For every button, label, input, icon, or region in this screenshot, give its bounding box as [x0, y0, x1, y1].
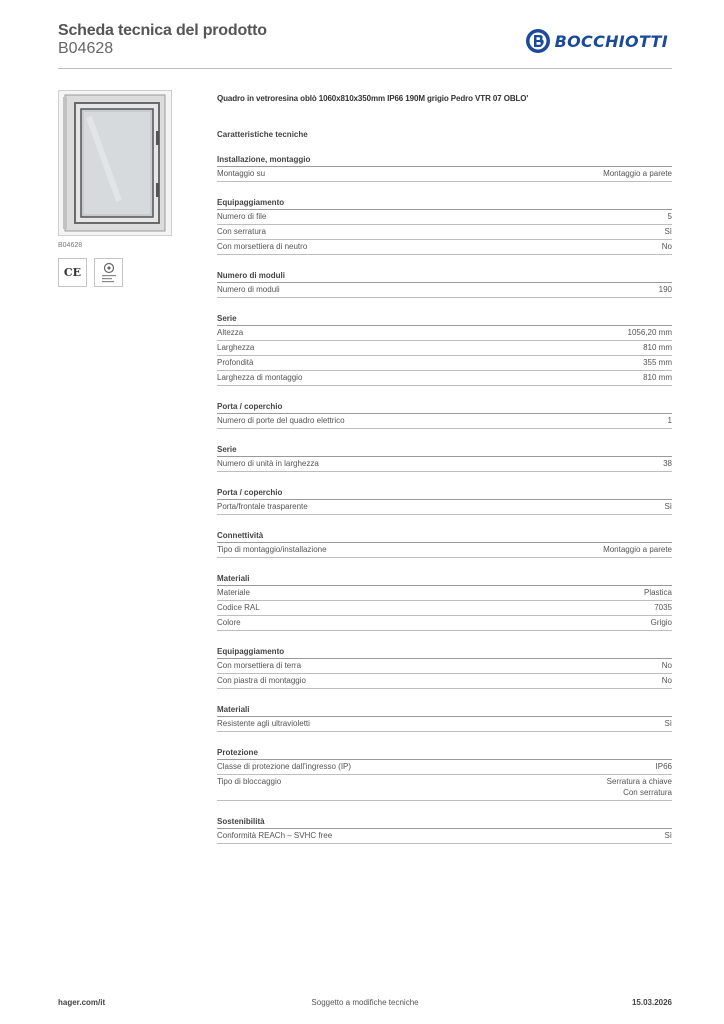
certification-row	[58, 258, 198, 287]
spec-row	[217, 225, 672, 240]
spec-group-title: Installazione, montaggio	[217, 154, 672, 167]
spec-group-title: Numero di moduli	[217, 270, 672, 283]
spec-value	[643, 357, 672, 368]
spec-row	[217, 586, 672, 601]
spec-label: Numero di moduli	[217, 285, 280, 294]
spec-row	[217, 210, 672, 225]
spec-group-title: Sostenibilità	[217, 816, 672, 829]
spec-label: Larghezza	[217, 343, 255, 352]
spec-label: Tipo di montaggio/installazione	[217, 545, 327, 554]
spec-row	[217, 601, 672, 616]
product-code: B04628	[58, 40, 114, 57]
footer-date: 15.03.2026	[631, 998, 672, 1007]
footer-website-link[interactable]: hager.com/it	[58, 998, 106, 1007]
spec-label: Tipo di bloccaggio	[217, 777, 282, 786]
spec-group	[217, 154, 672, 182]
product-name: Quadro in vetroresina oblò 1060x810x350mm IP66 190M grigio Pedro VTR 07 OBLO'	[217, 94, 529, 103]
spec-label: Numero di porte del quadro elettrico	[217, 416, 345, 425]
spec-row	[217, 616, 672, 631]
footer-notice: Soggetto a modifiche tecniche	[311, 998, 419, 1007]
spec-label: Classe di protezione dall'ingresso (IP)	[217, 762, 352, 771]
spec-row	[217, 775, 672, 801]
characteristics-title: Caratteristiche tecniche	[217, 130, 308, 139]
spec-group-title: Connettività	[217, 530, 672, 543]
spec-value-line: Montaggio a parete	[603, 169, 672, 178]
spec-value-line: Grigio	[650, 618, 672, 627]
spec-value-line: 5	[667, 212, 672, 221]
spec-label: Materiale	[217, 588, 250, 597]
spec-group-title: Equipaggiamento	[217, 646, 672, 659]
spec-value-line: 1056,20 mm	[627, 328, 672, 337]
spec-group	[217, 444, 672, 472]
spec-group	[217, 270, 672, 298]
spec-value	[656, 761, 672, 772]
spec-row	[217, 543, 672, 558]
spec-row	[217, 240, 672, 255]
spec-group-title: Materiali	[217, 704, 672, 717]
spec-value-line: Montaggio a parete	[603, 545, 672, 554]
spec-row	[217, 659, 672, 674]
spec-row	[217, 356, 672, 371]
spec-label: Larghezza di montaggio	[217, 373, 303, 382]
spec-value-line: 810 mm	[643, 343, 672, 352]
spec-row	[217, 829, 672, 844]
spec-label: Profondità	[217, 358, 254, 367]
ce-mark-icon	[58, 258, 87, 287]
spec-group-title: Materiali	[217, 573, 672, 586]
spec-value	[662, 660, 672, 671]
spec-value-line: Sì	[664, 227, 672, 236]
spec-label: Altezza	[217, 328, 244, 337]
spec-value	[662, 241, 672, 252]
spec-value	[664, 501, 672, 512]
spec-row	[217, 457, 672, 472]
spec-value-line: 7035	[654, 603, 672, 612]
spec-value	[663, 458, 672, 469]
spec-label: Colore	[217, 618, 241, 627]
spec-value	[628, 327, 672, 338]
spec-label: Con serratura	[217, 227, 266, 236]
spec-group-title: Porta / coperchio	[217, 401, 672, 414]
spec-value-line: No	[661, 661, 672, 670]
spec-value-line: No	[661, 242, 672, 251]
spec-group-title: Serie	[217, 313, 672, 326]
spec-value	[659, 284, 672, 295]
electrical-enclosure-image	[58, 90, 172, 236]
spec-group-title: Serie	[217, 444, 672, 457]
spec-value	[664, 226, 672, 237]
spec-value-line: 810 mm	[643, 373, 672, 382]
spec-label: Numero di unità in larghezza	[217, 459, 319, 468]
spec-value-line: Sì	[664, 502, 672, 511]
spec-label: Con piastra di montaggio	[217, 676, 306, 685]
spec-group-title: Porta / coperchio	[217, 487, 672, 500]
spec-value-line: 38	[663, 459, 672, 468]
spec-label: Resistente agli ultravioletti	[217, 719, 310, 728]
spec-label: Con morsettiera di neutro	[217, 242, 308, 251]
product-details	[217, 94, 672, 844]
bocchiotti-logo-icon	[525, 28, 551, 54]
spec-row	[217, 760, 672, 775]
certification-mark-icon	[99, 262, 119, 284]
spec-group	[217, 487, 672, 515]
spec-value	[607, 776, 672, 798]
spec-value	[644, 587, 672, 598]
spec-group	[217, 646, 672, 689]
spec-row	[217, 341, 672, 356]
spec-row	[217, 717, 672, 732]
spec-value-line: 1	[667, 416, 672, 425]
spec-value	[664, 830, 672, 841]
spec-group	[217, 704, 672, 732]
spec-value-line: 355 mm	[643, 358, 672, 367]
spec-group	[217, 573, 672, 631]
spec-value-line: Con serratura	[623, 788, 672, 797]
spec-row	[217, 371, 672, 386]
spec-value	[668, 415, 672, 426]
spec-value-line: Sì	[664, 719, 672, 728]
spec-value-line: Sì	[664, 831, 672, 840]
spec-group	[217, 816, 672, 844]
spec-label: Codice RAL	[217, 603, 260, 612]
spec-group	[217, 530, 672, 558]
spec-group-title: Equipaggiamento	[217, 197, 672, 210]
spec-row	[217, 326, 672, 341]
spec-value	[651, 617, 672, 628]
spec-row	[217, 674, 672, 689]
header-divider	[58, 68, 672, 69]
spec-row	[217, 414, 672, 429]
spec-label: Porta/frontale trasparente	[217, 502, 308, 511]
spec-group	[217, 747, 672, 801]
spec-row	[217, 283, 672, 298]
spec-value	[668, 211, 672, 222]
spec-value-line: 190	[658, 285, 672, 294]
document-title: Scheda tecnica del prodotto	[58, 22, 267, 39]
spec-value-line: Plastica	[643, 588, 672, 597]
spec-value	[603, 544, 672, 555]
spec-group	[217, 401, 672, 429]
spec-value-line: Serratura a chiave	[606, 777, 672, 786]
product-sidebar	[58, 90, 198, 287]
spec-label: Con morsettiera di terra	[217, 661, 302, 670]
spec-value-line: No	[661, 676, 672, 685]
spec-value	[664, 718, 672, 729]
spec-value	[643, 342, 672, 353]
spec-groups	[217, 154, 672, 844]
page-footer	[58, 998, 672, 1010]
image-caption: B04628	[58, 242, 83, 249]
certification-icon	[94, 258, 123, 287]
spec-row	[217, 500, 672, 515]
spec-value	[603, 168, 672, 179]
spec-group	[217, 197, 672, 255]
spec-value-line: IP66	[655, 762, 672, 771]
spec-value	[654, 602, 672, 613]
spec-row	[217, 167, 672, 182]
spec-group-title: Protezione	[217, 747, 672, 760]
spec-label: Conformità REACh – SVHC free	[217, 831, 333, 840]
spec-value	[662, 675, 672, 686]
spec-label: Montaggio su	[217, 169, 266, 178]
ce-mark-label: CE	[63, 266, 82, 279]
spec-value	[643, 372, 672, 383]
brand-name: BOCCHIOTTI	[554, 31, 668, 51]
spec-group	[217, 313, 672, 386]
page-header	[58, 22, 672, 68]
enclosure-illustration	[59, 91, 171, 235]
brand-logo	[525, 28, 668, 54]
spec-label: Numero di file	[217, 212, 267, 221]
